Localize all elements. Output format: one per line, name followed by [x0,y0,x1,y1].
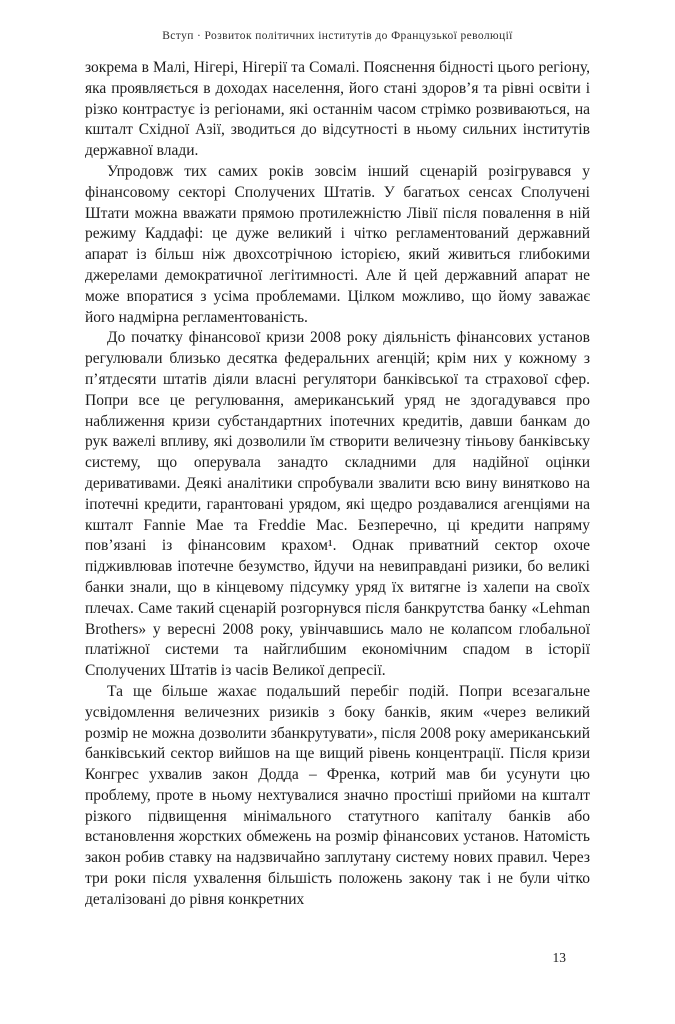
page-number: 13 [552,950,566,965]
paragraph-1: зокрема в Малі, Нігері, Нігерії та Сомалі. Пояснення бідності цього регіону, яка проявляється в доходах населення, його стані здоров’я та рівні освіти і різко контрастує із регіонами, які останнім часом стрімко розвиваються, на кшталт Східної Азії, зводиться до відсутності в ньому сильних інститутів державної влади. [85,59,590,160]
paragraph-3: До початку фінансової кризи 2008 року діяльність фінансових установ регулювали близько десятка федеральних агенцій; крім них у кожному з п’ятдесяти штатів діяли власні регулятори банківської та страхової сфер. Попри все це регулювання, американський уряд не здогадувався про наближення кризи субстандартних іпотечних кредитів, давши банкам до рук важелі впливу, які дозволили їм створити величезну тіньову банківську систему, що оперувала занадто складними для надійної оцінки деривативами. Деякі аналітики спробували звалити всю вину винятково на іпотечні кредити, гарантовані урядом, які щедро роздавалися агенціями на кшталт Fannie Mae та Freddie Mac. Безперечно, ці кредити напряму пов’язані із фінансовим крахом¹. Однак приватний сектор охоче підживлював іпотечне безумство, йдучи на невиправдані ризики, бо великі банки знали, що в кінцевому підсумку уряд їх витягне із халепи на своїх плечах. Саме такий сценарій розгорнувся після банкрутства банку «Lehman Brothers» у вересні 2008 року, увінчавшись мало не колапсом глобальної платіжної системи та найглибшим економічним спадом в історії Сполучених Штатів із часів Великої депресії. [85,329,590,680]
paragraph-4: Та ще більше жахає подальший перебіг подій. Попри всезагальне усвідомлення величезних ризиків з боку банків, яким «через великий розмір не можна дозволити збанкрутувати», після 2008 року американський банківський сектор вийшов на ще вищий рівень концентрації. Після кризи Конгрес ухвалив закон Додда – Френка, котрий мав би усунути цю проблему, проте в ньому нехтувалися значно простіші прийоми на кшталт різкого підвищення мінімального статутного капіталу банків або встановлення жорстких обмежень на розмір фінансових установ. Натомість закон робив ставку на надзвичайно заплутану систему нових правил. Через три роки після ухвалення більшість положень закону так і не були чітко деталізовані до рівня конкретних [85,682,590,908]
body-text [85,58,590,911]
paragraph-2: Упродовж тих самих років зовсім інший сценарій розігрувався у фінансовому секторі Сполучених Штатів. У багатьох сенсах Сполучені Штати можна вважати прямою протилежністю Лівії після повалення в ній режиму Каддафі: це дуже великий і чітко регламентований державний апарат із більш ніж двохсотрічною історією, який живиться глибокими джерелами демократичної легітимності. Але й цей державний апарат не може впоратися з усіма проблемами. Цілком можливо, що йому заважає його надмірна регламентованість. [85,162,590,326]
running-header: Вступ · Розвиток політичних інститутів до Французької революції [162,30,513,42]
